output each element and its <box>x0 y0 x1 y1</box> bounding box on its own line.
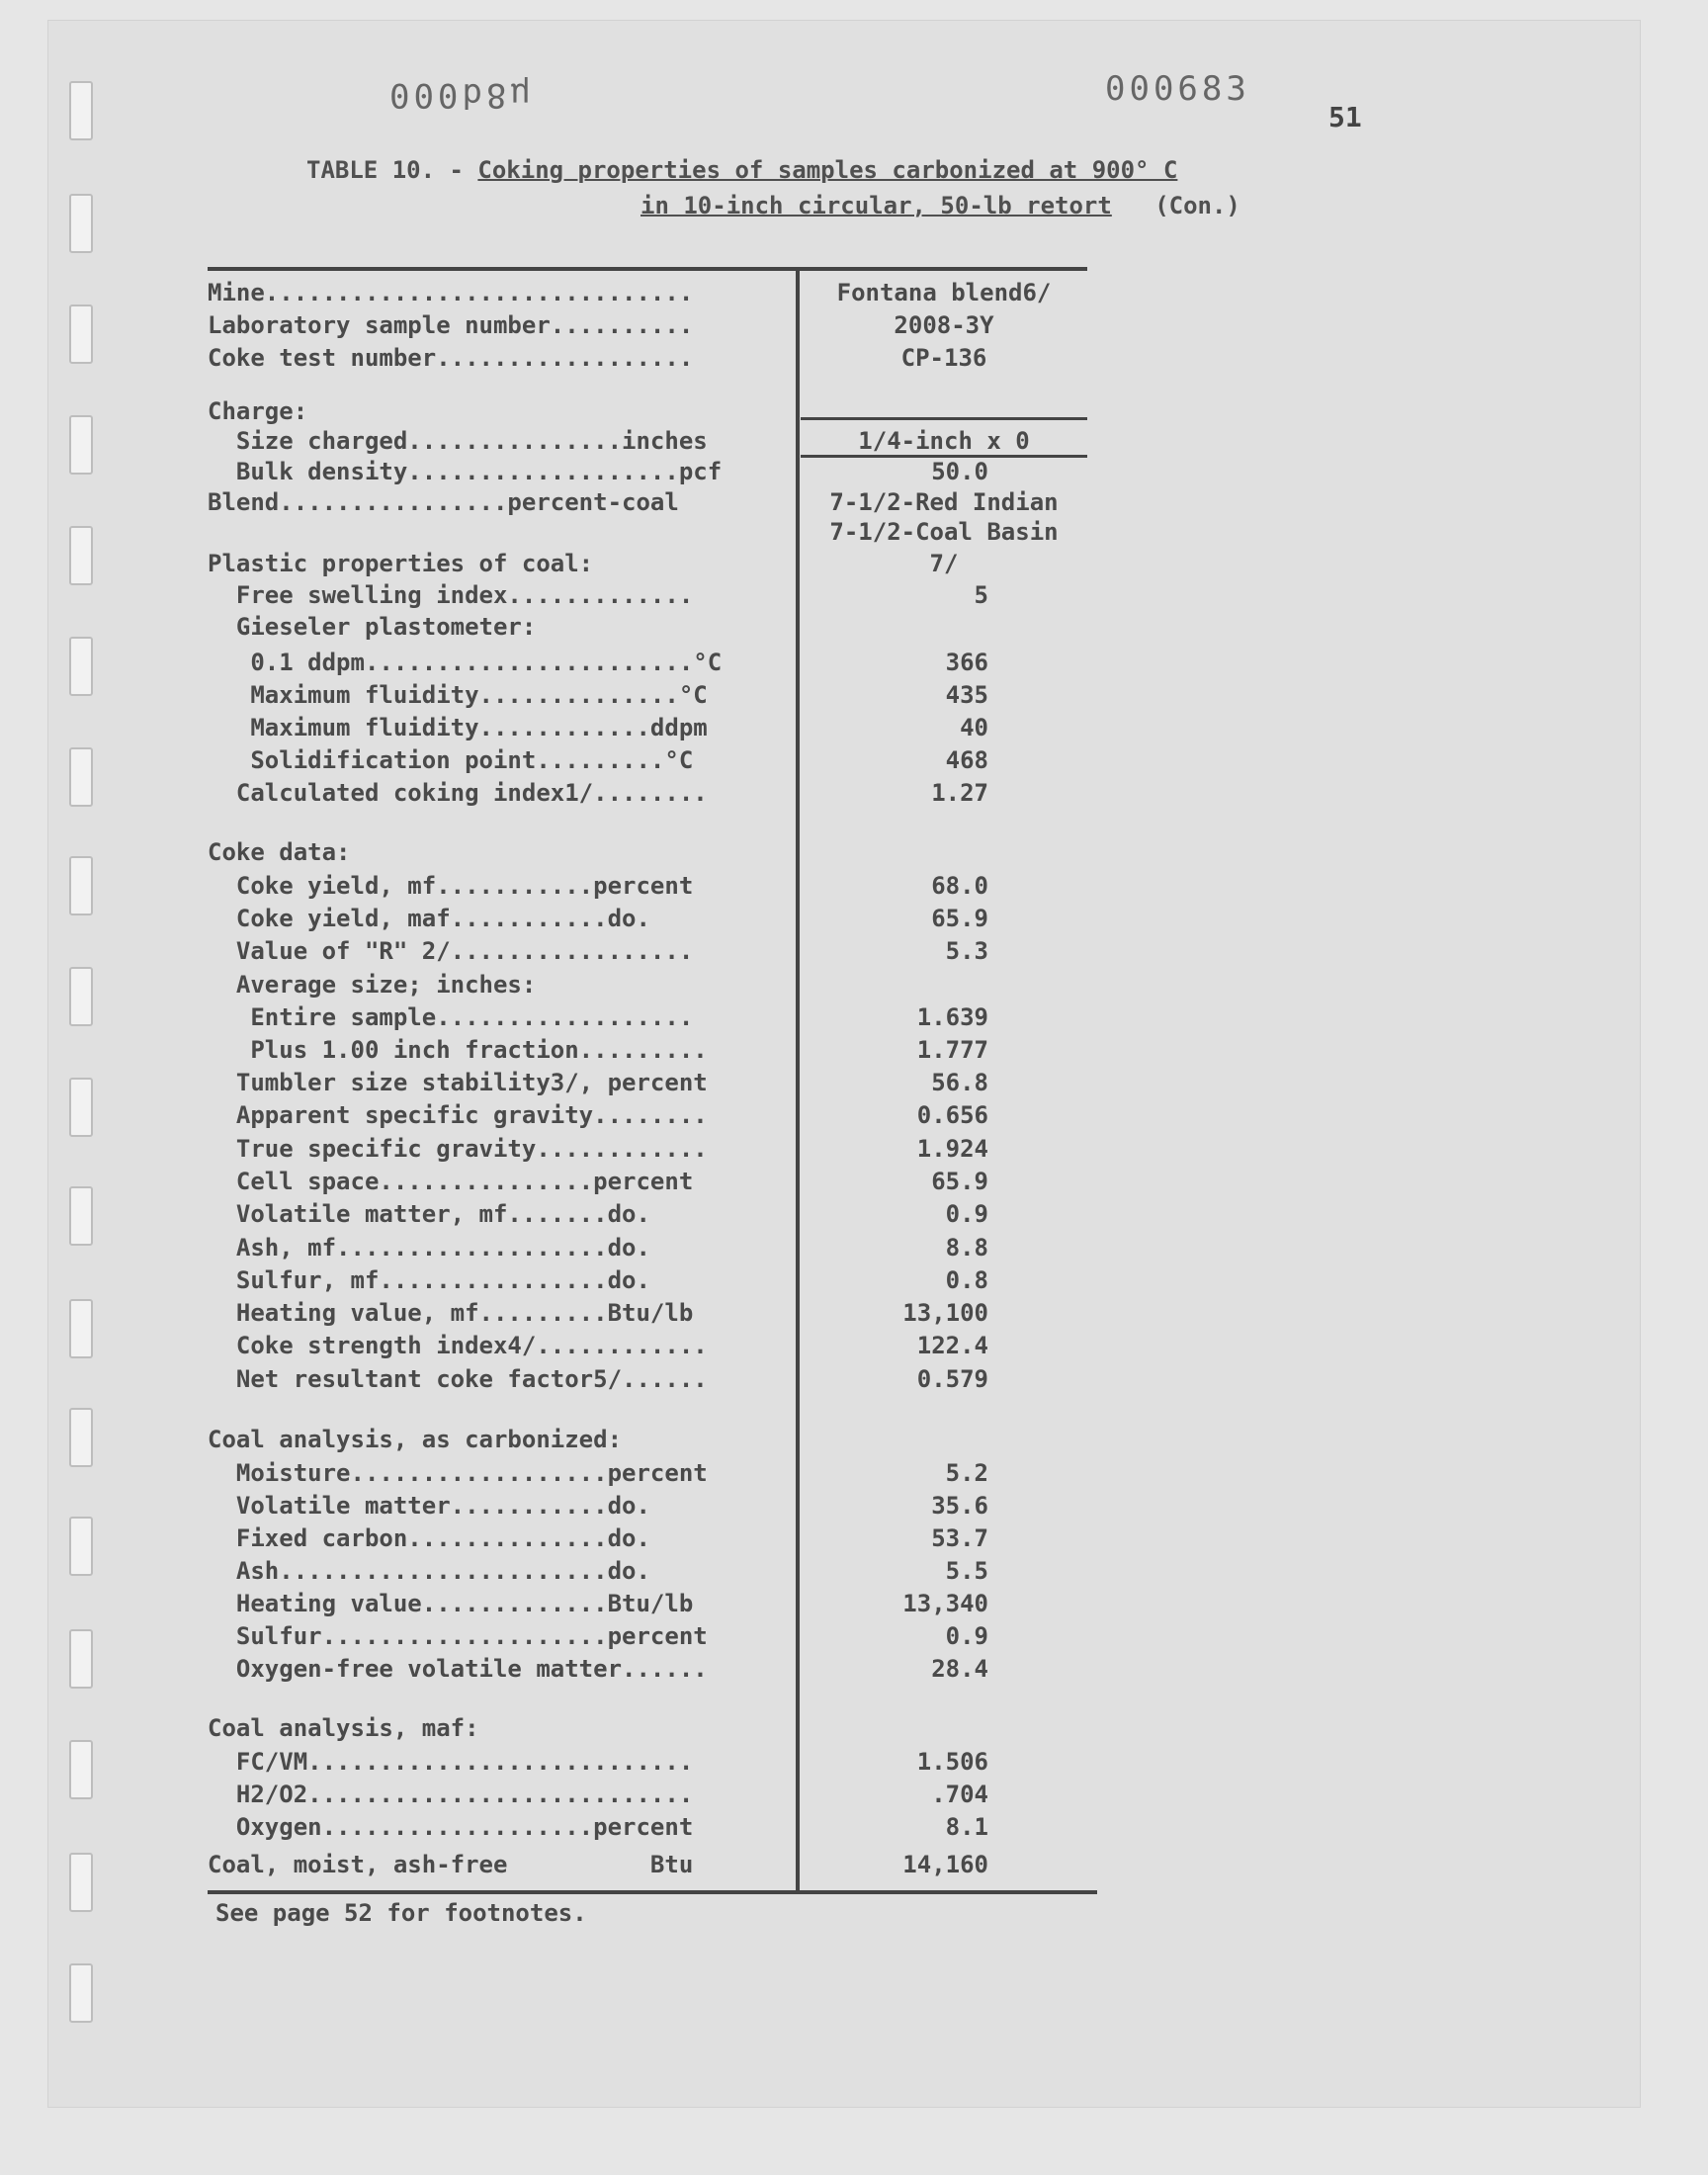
table-bottom-rule <box>208 1890 1097 1894</box>
row-value: 1.27 <box>931 779 988 807</box>
table-row <box>208 1332 1087 1363</box>
table-row <box>208 746 1087 778</box>
binder-slot <box>69 1186 93 1246</box>
row-label: Apparent specific gravity........ <box>208 1101 708 1129</box>
table-row <box>208 1622 1087 1654</box>
table-row <box>208 1426 1087 1457</box>
row-value: 56.8 <box>931 1069 988 1096</box>
binder-slot <box>69 747 93 807</box>
table-row <box>208 714 1087 745</box>
title-prefix: TABLE 10. - <box>306 156 478 184</box>
row-label: Moisture..................percent <box>208 1459 708 1487</box>
row-value: 7/ <box>929 550 959 577</box>
row-label: Tumbler size stability3/, percent <box>208 1069 708 1096</box>
row-label: Net resultant coke factor5/...... <box>208 1365 708 1393</box>
row-label: True specific gravity............ <box>208 1135 708 1163</box>
table-row <box>208 1813 1087 1845</box>
binder-slot <box>69 967 93 1026</box>
table-row <box>208 613 1087 645</box>
row-label: Ash.......................do. <box>208 1557 650 1585</box>
row-label: Gieseler plastometer: <box>208 613 537 641</box>
table-title <box>306 156 1177 184</box>
row-label: Coke strength index4/............ <box>208 1332 708 1359</box>
row-label: Fixed carbon..............do. <box>208 1524 650 1552</box>
row-value: 0.9 <box>945 1622 988 1650</box>
table-row <box>208 1003 1087 1035</box>
title-suffix: (Con.) <box>1154 192 1240 219</box>
page-number: 51 <box>1328 101 1362 133</box>
row-value: 0.9 <box>945 1200 988 1228</box>
row-label: Volatile matter...........do. <box>208 1492 650 1520</box>
table-row <box>208 550 1087 581</box>
table-row <box>208 1168 1087 1199</box>
binder-slot <box>69 81 93 140</box>
row-value: 40 <box>960 714 988 741</box>
table-row <box>208 1781 1087 1812</box>
row-value: 8.8 <box>945 1234 988 1262</box>
table-top-rule <box>208 267 1087 271</box>
row-value: 0.656 <box>916 1101 988 1129</box>
table-row <box>208 1234 1087 1265</box>
table-row <box>208 1200 1087 1232</box>
binder-slot <box>69 1963 93 2023</box>
binder-slot <box>69 1853 93 1912</box>
row-label: Sulfur....................percent <box>208 1622 708 1650</box>
row-value: 1.506 <box>916 1748 988 1776</box>
row-label: Mine.............................. <box>208 279 694 306</box>
row-value: Fontana blend6/ <box>836 279 1052 306</box>
row-value: 468 <box>945 746 988 774</box>
binder-slot <box>69 304 93 364</box>
row-label: Plus 1.00 inch fraction......... <box>208 1036 708 1064</box>
row-label: Coal, moist, ash-free Btu <box>208 1851 694 1878</box>
row-label: Oxygen-free volatile matter...... <box>208 1655 708 1683</box>
row-label: Coke data: <box>208 838 351 866</box>
row-label: Sulfur, mf................do. <box>208 1266 650 1294</box>
binder-slot <box>69 1408 93 1467</box>
row-value: 13,340 <box>902 1590 988 1617</box>
row-label: Coke yield, maf...........do. <box>208 905 650 932</box>
table-row <box>208 779 1087 811</box>
table-row <box>208 872 1087 904</box>
table-row <box>208 1557 1087 1589</box>
row-value: 122.4 <box>916 1332 988 1359</box>
table-row <box>208 518 1087 550</box>
row-label: Cell space...............percent <box>208 1168 694 1195</box>
table-row <box>208 905 1087 936</box>
row-value: 65.9 <box>931 1168 988 1195</box>
table-row <box>208 1748 1087 1780</box>
table-row <box>208 581 1087 613</box>
table-row <box>208 681 1087 713</box>
table-row <box>208 1266 1087 1298</box>
row-label: Blend................percent-coal <box>208 488 679 516</box>
footnote-reference: See page 52 for footnotes. <box>215 1899 587 1927</box>
row-value: 435 <box>945 681 988 709</box>
row-label: Maximum fluidity..............°C <box>208 681 708 709</box>
binder-slot <box>69 1629 93 1689</box>
table-row <box>208 649 1087 680</box>
row-value: 5 <box>974 581 988 609</box>
row-value: 2008-3Y <box>894 311 994 339</box>
row-label: Entire sample.................. <box>208 1003 694 1031</box>
row-value: 1.639 <box>916 1003 988 1031</box>
row-label: 0.1 ddpm.......................°C <box>208 649 723 676</box>
row-value: 1.924 <box>916 1135 988 1163</box>
row-value: 0.8 <box>945 1266 988 1294</box>
row-value: 65.9 <box>931 905 988 932</box>
row-value: .704 <box>931 1781 988 1808</box>
row-value: 5.3 <box>945 937 988 965</box>
title-line1: Coking properties of samples carbonized at 900° C <box>477 156 1178 184</box>
row-value: 68.0 <box>931 872 988 900</box>
row-label: Coal analysis, as carbonized: <box>208 1426 623 1453</box>
row-label: Solidification point.........°C <box>208 746 694 774</box>
table-row <box>208 1524 1087 1556</box>
stamp-left: µ8d000 <box>385 75 531 115</box>
binder-slot <box>69 1517 93 1576</box>
row-value: 5.2 <box>945 1459 988 1487</box>
table-row <box>208 427 1087 459</box>
row-value: 50.0 <box>931 458 988 485</box>
table-row <box>208 344 1087 376</box>
row-label: Heating value, mf.........Btu/lb <box>208 1299 694 1327</box>
row-value: 35.6 <box>931 1492 988 1520</box>
row-label: Coke yield, mf...........percent <box>208 872 694 900</box>
table-row <box>208 971 1087 1002</box>
row-label: Charge: <box>208 397 308 425</box>
binder-slot <box>69 1078 93 1137</box>
table-row <box>208 1299 1087 1331</box>
table-row <box>208 1069 1087 1100</box>
binder-slot <box>69 856 93 915</box>
row-label: Coke test number.................. <box>208 344 694 372</box>
row-value: 53.7 <box>931 1524 988 1552</box>
data-table <box>208 267 1087 1898</box>
binder-slot <box>69 1299 93 1358</box>
row-label: Oxygen...................percent <box>208 1813 694 1841</box>
row-label: Heating value.............Btu/lb <box>208 1590 694 1617</box>
table-title-line2 <box>640 192 1240 219</box>
table-row <box>208 1459 1087 1491</box>
binder-slot <box>69 526 93 585</box>
table-row <box>208 1492 1087 1523</box>
binder-slot <box>69 415 93 475</box>
row-value: 366 <box>945 649 988 676</box>
table-row <box>208 1655 1087 1687</box>
row-label: FC/VM........................... <box>208 1748 694 1776</box>
table-row <box>208 1365 1087 1397</box>
row-label: Free swelling index............. <box>208 581 694 609</box>
row-label: Plastic properties of coal: <box>208 550 594 577</box>
row-label: Size charged...............inches <box>208 427 708 455</box>
table-row <box>208 1036 1087 1068</box>
binder-slot <box>69 1740 93 1799</box>
title-line2: in 10-inch circular, 50-lb retort <box>640 192 1112 219</box>
row-label: Average size; inches: <box>208 971 537 999</box>
table-row <box>208 458 1087 489</box>
row-value: 5.5 <box>945 1557 988 1585</box>
row-value: 0.579 <box>916 1365 988 1393</box>
row-value: 14,160 <box>902 1851 988 1878</box>
row-value: 8.1 <box>945 1813 988 1841</box>
row-value: CP-136 <box>900 344 987 372</box>
row-label: Coal analysis, maf: <box>208 1714 479 1742</box>
row-value: 1/4-inch x 0 <box>858 427 1030 455</box>
table-row <box>208 1135 1087 1167</box>
row-value: 1.777 <box>916 1036 988 1064</box>
binder-slot <box>69 194 93 253</box>
row-value: 13,100 <box>902 1299 988 1327</box>
table-row <box>208 279 1087 310</box>
table-row <box>208 1851 1087 1882</box>
table-row <box>208 488 1087 520</box>
table-row <box>208 311 1087 343</box>
row-label: Laboratory sample number.......... <box>208 311 694 339</box>
row-label: Value of "R" 2/................. <box>208 937 694 965</box>
table-row <box>208 838 1087 870</box>
row-label: Maximum fluidity............ddpm <box>208 714 708 741</box>
row-label: Volatile matter, mf.......do. <box>208 1200 650 1228</box>
row-label: Calculated coking index1/........ <box>208 779 708 807</box>
table-row <box>208 937 1087 969</box>
stamp-right: 000683 <box>1105 69 1250 109</box>
row-label: H2/O2........................... <box>208 1781 694 1808</box>
row-value: 28.4 <box>931 1655 988 1683</box>
binder-slot <box>69 637 93 696</box>
table-row <box>208 1714 1087 1746</box>
row-label: Bulk density...................pcf <box>208 458 723 485</box>
table-row <box>208 397 1087 429</box>
row-value: 7-1/2-Red Indian <box>829 488 1059 516</box>
table-row <box>208 1101 1087 1133</box>
table-row <box>208 1590 1087 1621</box>
row-label: Ash, mf...................do. <box>208 1234 650 1262</box>
row-value: 7-1/2-Coal Basin <box>829 518 1059 546</box>
